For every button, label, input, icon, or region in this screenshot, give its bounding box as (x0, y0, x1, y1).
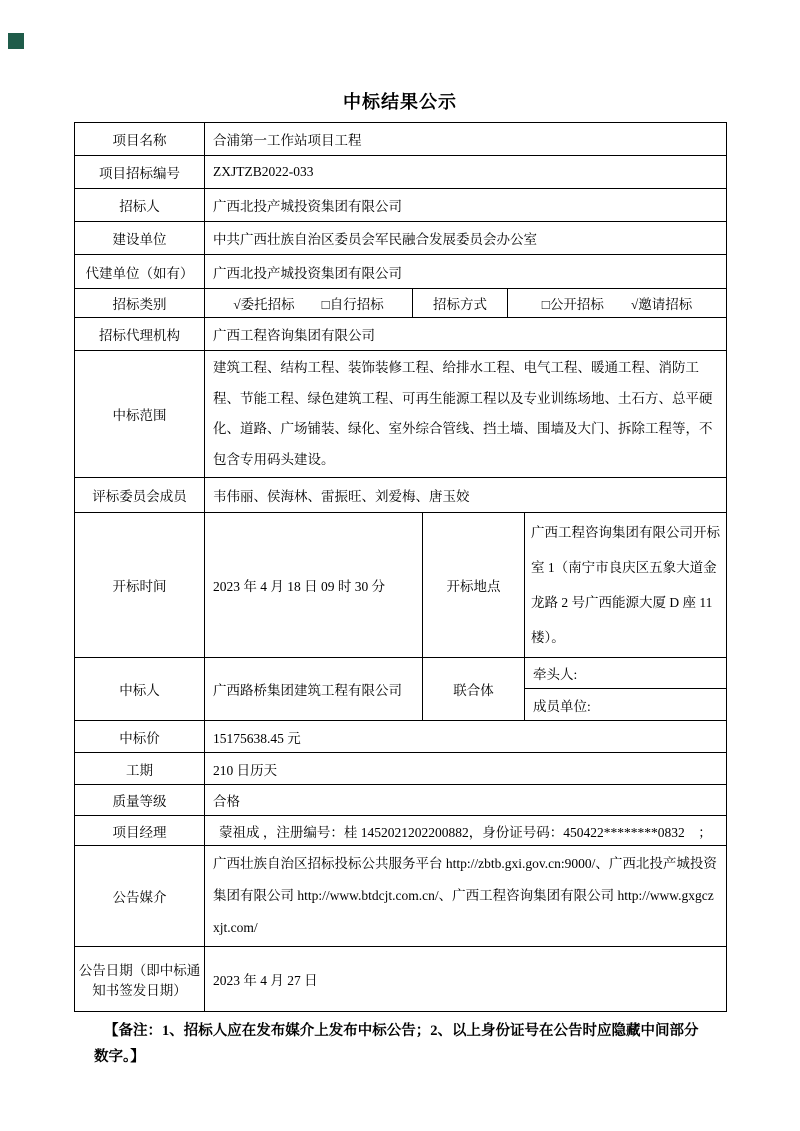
bid-scope-label: 中标范围 (75, 351, 205, 478)
winner-value: 广西路桥集团建筑工程有限公司 (205, 658, 423, 721)
consortium-leader-label: 牵头人: (525, 658, 727, 689)
bid-opening-place-value: 广西工程咨询集团有限公司开标室 1（南宁市良庆区五象大道金龙路 2 号广西能源大厦 D 座 11 楼）。 (525, 513, 727, 658)
tender-method-value: □公开招标 √邀请招标 (508, 289, 727, 318)
announcement-media-label: 公告媒介 (75, 846, 205, 947)
agent-unit-value: 广西北投产城投资集团有限公司 (205, 255, 727, 289)
row-announcement-date (75, 947, 727, 1012)
quality-grade-value: 合格 (205, 785, 727, 816)
agent-unit-label: 代建单位（如有） (75, 255, 205, 289)
row-duration (75, 753, 727, 785)
construction-unit-value: 中共广西壮族自治区委员会军民融合发展委员会办公室 (205, 222, 727, 255)
bid-price-label: 中标价 (75, 721, 205, 753)
quality-grade-label: 质量等级 (75, 785, 205, 816)
bid-price-value: 15175638.45 元 (205, 721, 727, 753)
project-manager-label: 项目经理 (75, 816, 205, 846)
duration-label: 工期 (75, 753, 205, 785)
consortium-member-label: 成员单位: (525, 689, 727, 721)
bid-opening-time-label: 开标时间 (75, 513, 205, 658)
evaluation-committee-label: 评标委员会成员 (75, 478, 205, 513)
row-bid-opening (75, 513, 727, 658)
tender-category-label: 招标类别 (75, 289, 205, 318)
project-name-label: 项目名称 (75, 123, 205, 156)
row-project-manager (75, 816, 727, 846)
bid-result-table (74, 122, 727, 1012)
row-quality-grade (75, 785, 727, 816)
tender-method-label: 招标方式 (413, 289, 508, 318)
row-evaluation-committee (75, 478, 727, 513)
announcement-media-value: 广西壮族自治区招标投标公共服务平台 http://zbtb.gxi.gov.cn:9000/、广西北投产城投资集团有限公司 http://www.btdcjt.com.cn/、广西工程咨询集团有限公司 http://www.gxgczxjt.com/ (205, 846, 727, 947)
tender-number-label: 项目招标编号 (75, 156, 205, 189)
row-announcement-media (75, 846, 727, 947)
project-name-value: 合浦第一工作站项目工程 (205, 123, 727, 156)
tenderer-value: 广西北投产城投资集团有限公司 (205, 189, 727, 222)
tender-agency-value: 广西工程咨询集团有限公司 (205, 318, 727, 351)
duration-value: 210 日历天 (205, 753, 727, 785)
page-title: 中标结果公示 (343, 92, 457, 112)
evaluation-committee-value: 韦伟丽、侯海林、雷振旺、刘爱梅、唐玉姣 (205, 478, 727, 513)
corner-mark (8, 33, 24, 49)
row-bid-price (75, 721, 727, 753)
consortium-label: 联合体 (423, 658, 525, 721)
row-bid-scope (75, 351, 727, 478)
row-construction-unit (75, 222, 727, 255)
project-manager-value: 蒙祖成 ，注册编号：桂 1452021202200882，身份证号码：450422********0832 ； (205, 816, 727, 846)
construction-unit-label: 建设单位 (75, 222, 205, 255)
tenderer-label: 招标人 (75, 189, 205, 222)
announcement-date-label: 公告日期（即中标通知书签发日期） (75, 947, 205, 1012)
row-tender-number (75, 156, 727, 189)
row-tenderer (75, 189, 727, 222)
tender-category-value: √委托招标 □自行招标 (205, 289, 413, 318)
bid-opening-place-label: 开标地点 (423, 513, 525, 658)
winner-label: 中标人 (75, 658, 205, 721)
bid-opening-time-value: 2023 年 4 月 18 日 09 时 30 分 (205, 513, 423, 658)
row-tender-agency (75, 318, 727, 351)
footer-note: 【备注：1、招标人应在发布媒介上发布中标公告；2、以上身份证号在公告时应隐藏中间部分数字。】 (94, 1023, 699, 1065)
row-project-name (75, 123, 727, 156)
row-agent-unit (75, 255, 727, 289)
announcement-date-value: 2023 年 4 月 27 日 (205, 947, 727, 1012)
tender-number-value: ZXJTZB2022-033 (205, 156, 727, 189)
row-winner (75, 658, 727, 689)
bid-scope-value: 建筑工程、结构工程、装饰装修工程、给排水工程、电气工程、暖通工程、消防工程、节能工程、绿色建筑工程、可再生能源工程以及专业训练场地、土石方、总平硬化、道路、广场铺装、绿化、室外综合管线、挡土墙、围墙及大门、拆除工程等，不包含专用码头建设。 (205, 351, 727, 478)
tender-agency-label: 招标代理机构 (75, 318, 205, 351)
row-tender-category (75, 289, 727, 318)
